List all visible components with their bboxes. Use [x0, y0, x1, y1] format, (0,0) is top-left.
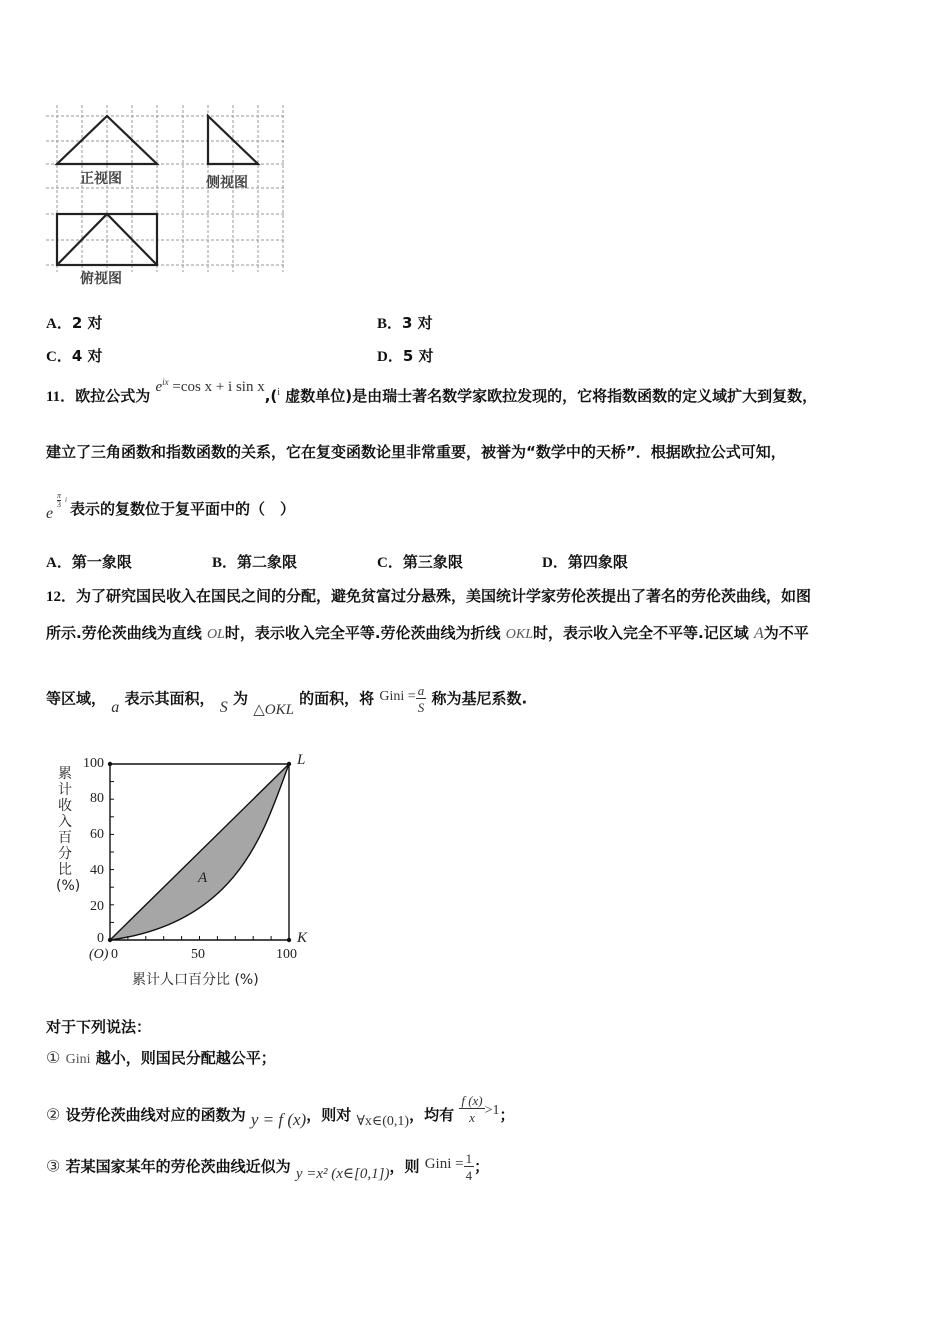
- y-tick-0: 0: [97, 931, 104, 946]
- three-view-drawing: [46, 100, 296, 292]
- x-tick-100: 100: [276, 947, 297, 962]
- y-tick-100: 100: [83, 756, 104, 771]
- q11-option-a[interactable]: A．第一象限: [46, 553, 132, 571]
- lorenz-curve-chart: [50, 748, 330, 998]
- q11-number: 11．: [46, 389, 76, 405]
- statement-3: ③ 若某国家某年的劳伦茨曲线近似为 y =x² (x∈[0,1])，则 Gini = $\frac{1}{4}$ ；: [46, 1151, 490, 1183]
- x-axis-label: 累计人口百分比 (%): [132, 972, 259, 988]
- point-label-K: K: [297, 930, 308, 946]
- euler-formula: $e^{ix} =\cos$ x + i sin x: [155, 377, 265, 395]
- point-label-L: L: [297, 752, 306, 768]
- statement-1: ① Gini 越小，则国民分配越公平；: [46, 1049, 276, 1067]
- q10-option-b[interactable]: B．3 对: [377, 314, 433, 332]
- e-pi-over-3-expr: e π 3 i: [46, 491, 67, 522]
- region-label-A: A: [198, 870, 208, 886]
- q10-option-d[interactable]: D．5 对: [377, 347, 434, 365]
- equality-line-OL: [110, 764, 289, 940]
- q11-option-c[interactable]: C．第三象限: [377, 553, 463, 571]
- q12-line1: 12．为了研究国民收入在国民之间的分配，避免贫富过分悬殊，美国统计学家劳伦茨提出了著名的劳伦茨曲线，如图: [46, 587, 812, 605]
- q10-option-c[interactable]: C．4 对: [46, 347, 103, 365]
- y-tick-80: 80: [90, 791, 104, 806]
- y-axis-label: 累计收入百分比(%): [56, 766, 81, 894]
- y-tick-20: 20: [90, 899, 104, 914]
- q11-line2: 建立了三角函数和指数函数的关系，它在复变函数论里非常重要，被誉为“数学中的天桥”．根据欧拉公式可知，: [46, 443, 786, 461]
- q11-option-d[interactable]: D．第四象限: [542, 553, 628, 571]
- top-view-label: 俯视图: [80, 271, 122, 287]
- q11-line3: e π 3 i 表示的复数位于复平面中的（ ）: [46, 491, 296, 522]
- y-tick-60: 60: [90, 827, 104, 842]
- y-tick-40: 40: [90, 863, 104, 878]
- q12-number: 12．: [46, 589, 77, 605]
- gini-fraction: $\frac{a}{S}$: [417, 683, 425, 715]
- origin-label: (O): [89, 947, 109, 962]
- q10-option-a[interactable]: A．2 对: [46, 314, 103, 332]
- q12-line3: 等区域， a 表示其面积， S 为 △OKL 的面积，将 Gini = $\frac{a}{S}$ 称为基尼系数.: [46, 683, 528, 718]
- one-quarter-fraction: $\frac{1}{4}$: [465, 1151, 473, 1183]
- fx-over-x-fraction: $\frac{f (x)}{x}$: [461, 1093, 483, 1125]
- x-tick-50: 50: [191, 947, 205, 962]
- front-view-label: 正视图: [80, 171, 122, 187]
- x-tick-0: 0: [111, 947, 118, 962]
- three-view-figure: [46, 100, 296, 292]
- statements-intro: 对于下列说法：: [46, 1018, 152, 1036]
- q12-line2: 所示.劳伦茨曲线为直线 OL时，表示收入完全平等.劳伦茨曲线为折线 OKL时，表示收入完全不平等.记区域 A为不平: [46, 624, 809, 642]
- q11-line1: 11．欧拉公式为 $e^{ix} =\cos$ x + i sin x,($^i$ 虚数单位)是由瑞士著名数学家欧拉发现的，它将指数函数的定义域扩大到复数，: [46, 377, 818, 405]
- side-view-label: 侧视图: [206, 175, 248, 191]
- q11-option-b[interactable]: B．第二象限: [212, 553, 298, 571]
- statement-2: ② 设劳伦茨曲线对应的函数为 y = f (x)，则对 ∀x∈(0,1)，均有 $\frac{f (x)}{x}$ >1；: [46, 1093, 515, 1129]
